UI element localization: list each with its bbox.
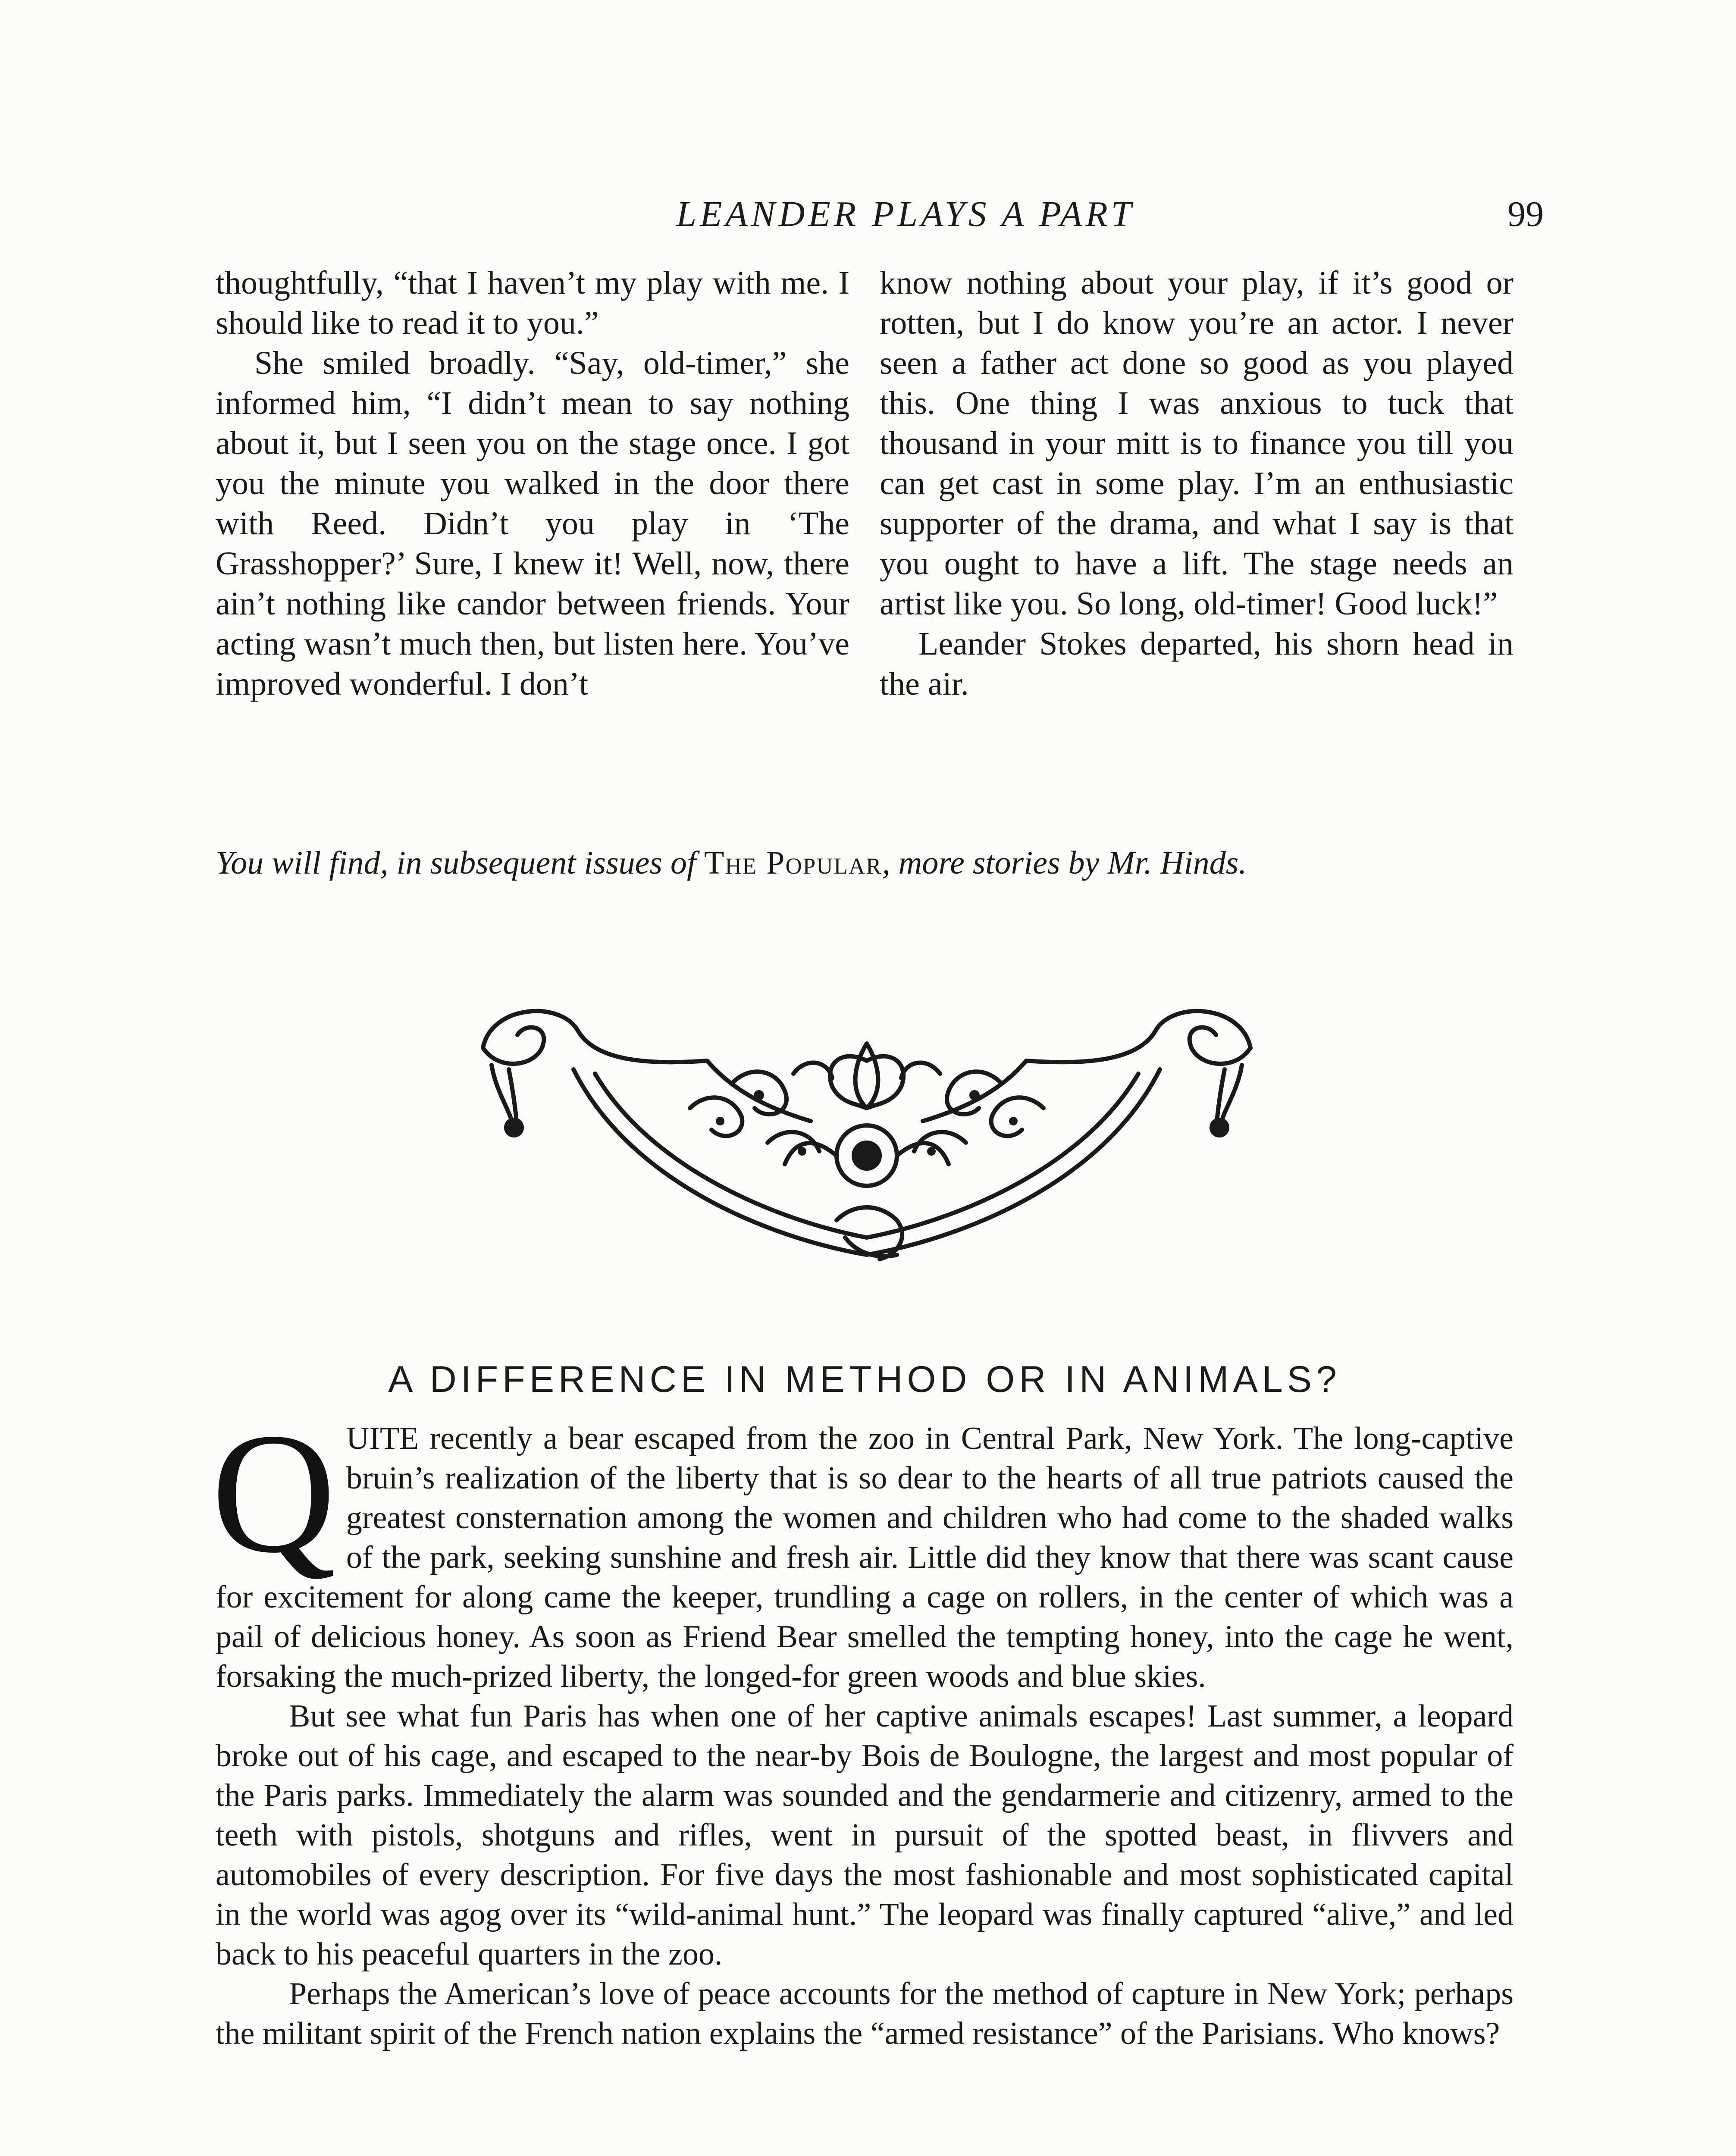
article-body — [211, 1398, 1514, 2053]
footnote-magazine: The Popular — [704, 845, 882, 881]
running-title: LEANDER PLAYS A PART — [676, 194, 1135, 234]
left-column — [216, 263, 849, 837]
article-paragraph-2: But see what fun Paris has when one of her captive animals escapes! Last summer, a leopard broke out of his cage, and escaped to the near-by Bois de Boulogne, the largest and most popular of the Paris parks. Immediately the alarm was sounded and the gendarmerie and citizenry, armed to the teeth with pistols, shotguns and rifles, went in pursuit of the spotted beast, in flivvers and automobiles of every description. For five days the most fashionable and most sophisticated capital in the world was agog over its “wild-animal hunt.” The leopard was finally captured “alive,” and led back to his peaceful quarters in the zoo. — [216, 1698, 1514, 1972]
right-paragraph-2: Leander Stokes departed, his shorn head in the air. — [880, 626, 1514, 702]
right-column — [880, 263, 1514, 837]
article-paragraph-3: Perhaps the American’s love of peace accounts for the method of capture in New York; perhaps the militant spirit of the French nation explains the “armed resistance” of the Parisians. Who knows? — [216, 1976, 1514, 2051]
drop-cap: Q — [211, 1398, 336, 1589]
decorative-scroll-ornament-icon — [466, 979, 1268, 1263]
footnote-after: , more stories by Mr. Hinds. — [882, 845, 1247, 881]
story-footnote — [216, 843, 1514, 883]
right-paragraph-1: know nothing about your play, if it’s good or rotten, but I do know you’re an actor. I never seen a father act done so good as you played this. One thing I was anxious to tuck that thousand in your mitt is to finance you till you can get cast in some play. I’m an enthusiastic supporter of the drama, and what I say is that you ought to have a lift. The stage needs an artist like you. So long, old-timer! Good luck!” — [880, 265, 1514, 622]
left-paragraph-1: thoughtfully, “that I haven’t my play with me. I should like to read it to you.” — [216, 265, 849, 341]
footnote-before: You will find, in subsequent issues of — [216, 845, 705, 881]
article-paragraph-1: UITE recently a bear escaped from the zoo in Central Park, New York. The long-captive bruin’s realization of the liberty that is so dear to the hearts of all true patriots caused the greatest consternation among the women and children who had come to the shaded walks of the park, seeking sunshine and fresh air. Little did they know that there was scant cause for excitement for along came the keeper, trundling a cage on rollers, in the center of which was a pail of delicious honey. As soon as Friend Bear smelled the tempting honey, into the cage he went, forsaking the much-prized liberty, the longed-for green woods and blue skies. — [216, 1421, 1514, 1694]
story-continuation — [216, 263, 1514, 837]
left-paragraph-2: She smiled broadly. “Say, old-timer,” she informed him, “I didn’t mean to say nothing about it, but I seen you on the stage once. I got you the minute you walked in the door there with Reed. Didn’t you play in ‘The Grasshopper?’ Sure, I knew it! Well, now, there ain’t nothing like candor between friends. Your acting wasn’t much then, but listen here. You’ve improved wonderful. I don’t — [216, 345, 849, 702]
page-number: 99 — [1507, 194, 1544, 234]
article-title: A DIFFERENCE IN METHOD OR IN ANIMALS? — [388, 1359, 1341, 1400]
